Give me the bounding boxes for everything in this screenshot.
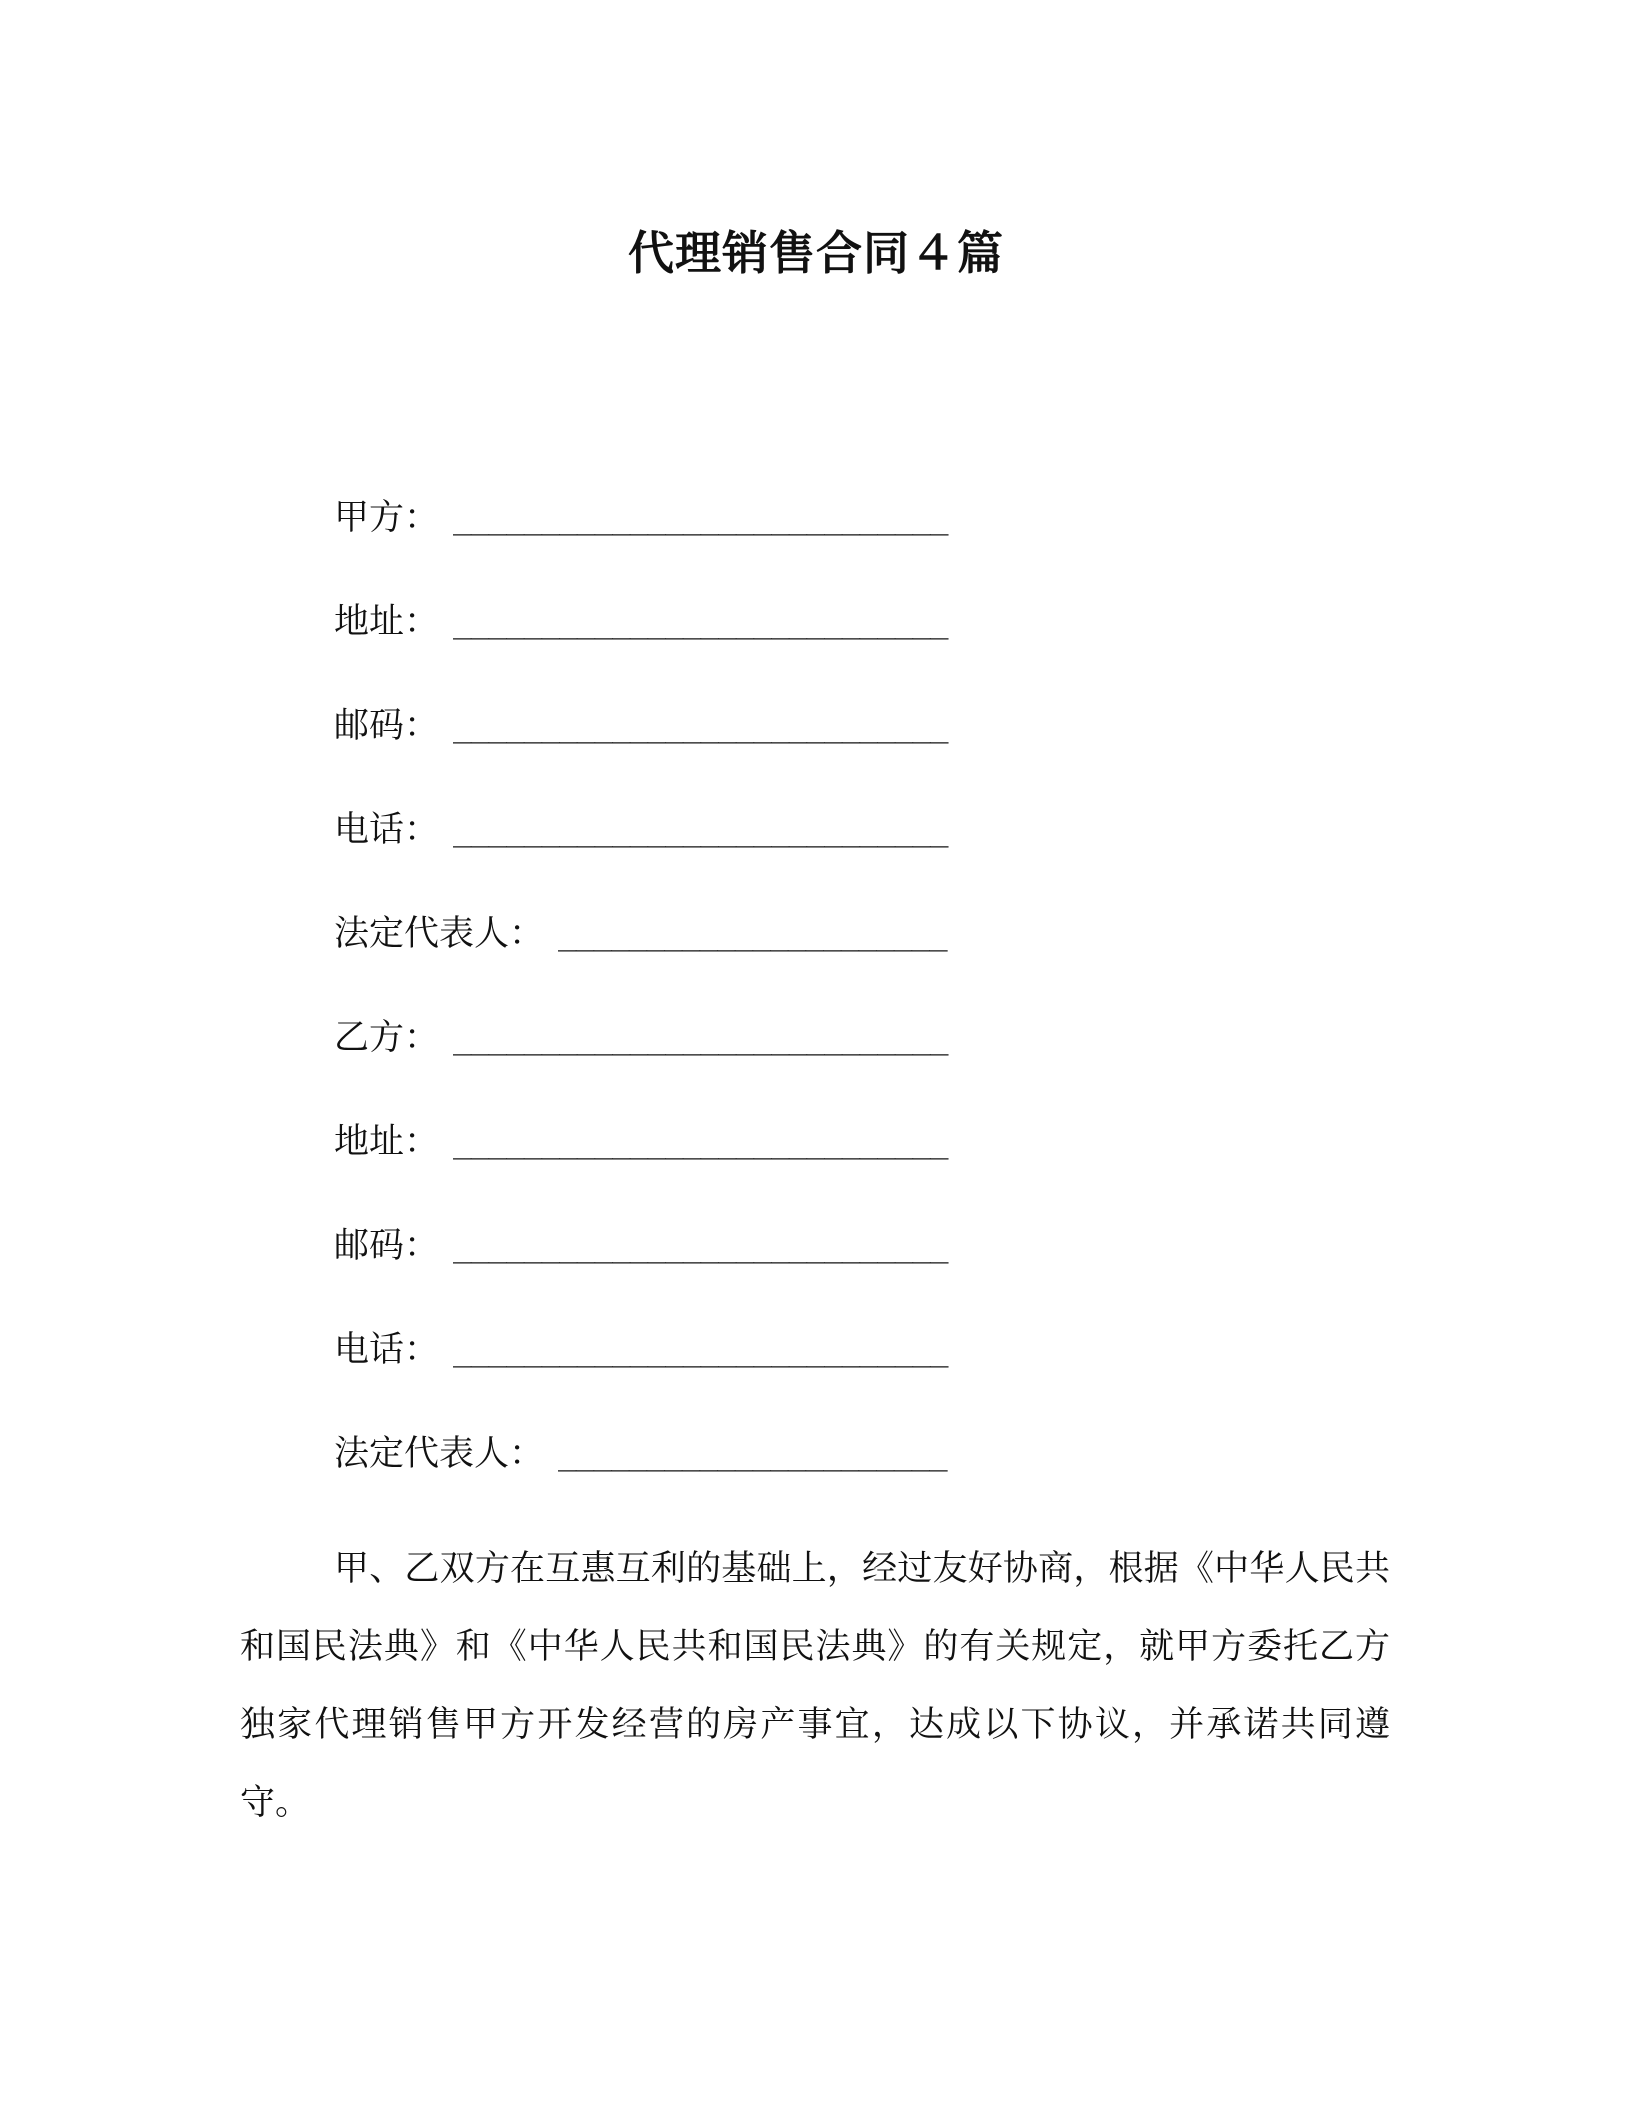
fill-in-blank: ____________________________ [453, 604, 948, 640]
field-label: 邮码： [334, 706, 440, 746]
field-party-a-postcode [334, 696, 1234, 800]
field-label: 地址： [334, 602, 440, 642]
field-label: 电话： [334, 810, 440, 850]
field-party-a [334, 488, 1234, 592]
field-label: 邮码： [334, 1226, 440, 1266]
fill-in-blank: ______________________ [558, 1436, 947, 1472]
field-label: 地址： [334, 1122, 440, 1162]
document-title: 代理销售合同４篇 [628, 226, 1004, 280]
field-party-a-phone [334, 800, 1234, 904]
field-label: 法定代表人： [334, 1434, 545, 1474]
field-label: 法定代表人： [334, 914, 545, 954]
field-label: 乙方： [334, 1018, 440, 1058]
preamble-paragraph: 甲、乙双方在互惠互利的基础上，经过友好协商，根据《中华人民共和国民法典》和《中华人民共和国民法典》的有关规定，就甲方委托乙方独家代理销售甲方开发经营的房产事宜，达成以下协议，并承诺共同遵守。 [240, 1549, 1390, 1823]
fill-in-blank: ____________________________ [453, 1228, 948, 1264]
fill-in-blank: ____________________________ [453, 1332, 948, 1368]
fill-in-blank: ____________________________ [453, 812, 948, 848]
fill-in-blank: ____________________________ [453, 500, 948, 536]
field-party-b [334, 1008, 1234, 1112]
fill-in-blank: ____________________________ [453, 1124, 948, 1160]
party-info-fields [334, 488, 1234, 1528]
field-party-a-legal-rep [334, 904, 1234, 1008]
fill-in-blank: ______________________ [558, 916, 947, 952]
field-party-b-phone [334, 1320, 1234, 1424]
field-label: 甲方： [334, 498, 440, 538]
field-party-b-address [334, 1112, 1234, 1216]
fill-in-blank: ____________________________ [453, 708, 948, 744]
field-party-a-address [334, 592, 1234, 696]
field-label: 电话： [334, 1330, 440, 1370]
field-party-b-legal-rep [334, 1424, 1234, 1528]
fill-in-blank: ____________________________ [453, 1020, 948, 1056]
field-party-b-postcode [334, 1216, 1234, 1320]
